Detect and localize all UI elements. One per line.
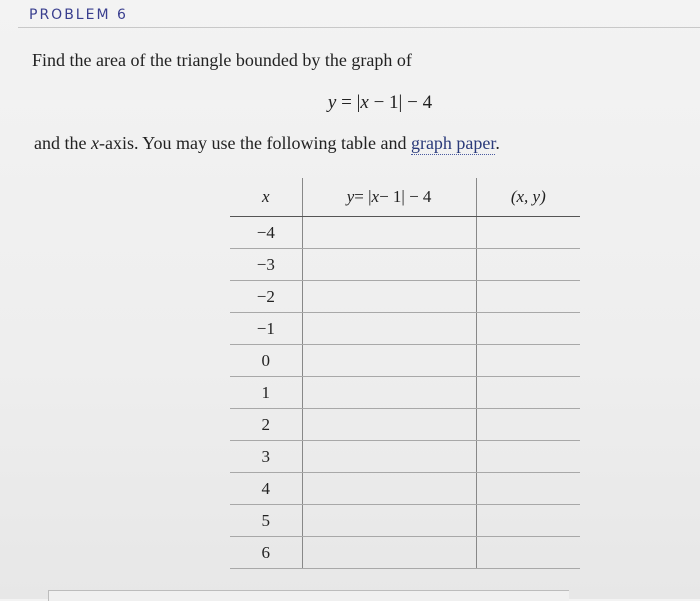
table-row	[230, 473, 580, 505]
table-row	[230, 377, 580, 409]
table-row	[230, 345, 580, 377]
x-value-cell: 3	[230, 441, 303, 472]
point-cell[interactable]	[477, 377, 580, 408]
point-cell[interactable]	[477, 313, 580, 344]
problem-followup	[34, 133, 500, 154]
y-value-cell[interactable]	[303, 441, 477, 472]
header-divider	[18, 27, 700, 28]
x-value-cell: 0	[230, 345, 303, 376]
equation-x: x	[360, 92, 369, 113]
point-cell[interactable]	[477, 505, 580, 536]
x-value-cell: −1	[230, 313, 303, 344]
x-value-cell: 4	[230, 473, 303, 504]
x-value-cell: −2	[230, 281, 303, 312]
y-value-cell[interactable]	[303, 377, 477, 408]
y-value-cell[interactable]	[303, 537, 477, 568]
table-row	[230, 281, 580, 313]
followup-end: .	[495, 133, 500, 153]
point-cell[interactable]	[477, 217, 580, 248]
y-value-cell[interactable]	[303, 217, 477, 248]
y-value-cell[interactable]	[303, 505, 477, 536]
point-cell[interactable]	[477, 249, 580, 280]
point-cell[interactable]	[477, 537, 580, 568]
header-point: (x, y)	[510, 187, 546, 206]
y-value-cell[interactable]	[303, 409, 477, 440]
table-row	[230, 537, 580, 569]
x-value-cell: −3	[230, 249, 303, 280]
table-row	[230, 249, 580, 281]
problem-equation	[0, 92, 700, 114]
x-value-cell: 2	[230, 409, 303, 440]
header-x: x	[230, 178, 303, 216]
point-cell[interactable]	[477, 409, 580, 440]
table-row	[230, 505, 580, 537]
table-row	[230, 409, 580, 441]
table-body	[230, 217, 580, 569]
followup-var: x	[90, 133, 99, 153]
problem-label: PROBLEM 6	[29, 7, 128, 23]
x-value-cell: 1	[230, 377, 303, 408]
x-value-cell: 6	[230, 537, 303, 568]
y-value-cell[interactable]	[303, 313, 477, 344]
equation-y: y	[327, 92, 337, 113]
equation-eq: = |	[336, 92, 361, 113]
point-cell[interactable]	[477, 473, 580, 504]
x-value-cell: 5	[230, 505, 303, 536]
value-table	[230, 178, 580, 569]
table-row	[230, 217, 580, 249]
graph-paper-link[interactable]: graph paper	[410, 133, 496, 153]
header-y-formula: y = | x − 1| − 4	[303, 178, 477, 216]
table-row	[230, 313, 580, 345]
y-value-cell[interactable]	[303, 473, 477, 504]
table-row	[230, 441, 580, 473]
point-cell[interactable]	[477, 281, 580, 312]
problem-intro: Find the area of the triangle bounded by the graph of	[32, 50, 412, 70]
point-cell[interactable]	[477, 441, 580, 472]
bottom-strip	[48, 590, 569, 601]
table-header-row	[230, 178, 580, 217]
y-value-cell[interactable]	[303, 249, 477, 280]
followup-pre: and the	[34, 133, 91, 153]
y-value-cell[interactable]	[303, 345, 477, 376]
point-cell[interactable]	[477, 345, 580, 376]
y-value-cell[interactable]	[303, 281, 477, 312]
equation-tail: − 1| − 4	[368, 92, 433, 113]
followup-mid: -axis. You may use the following table and	[98, 133, 411, 153]
x-value-cell: −4	[230, 217, 303, 248]
